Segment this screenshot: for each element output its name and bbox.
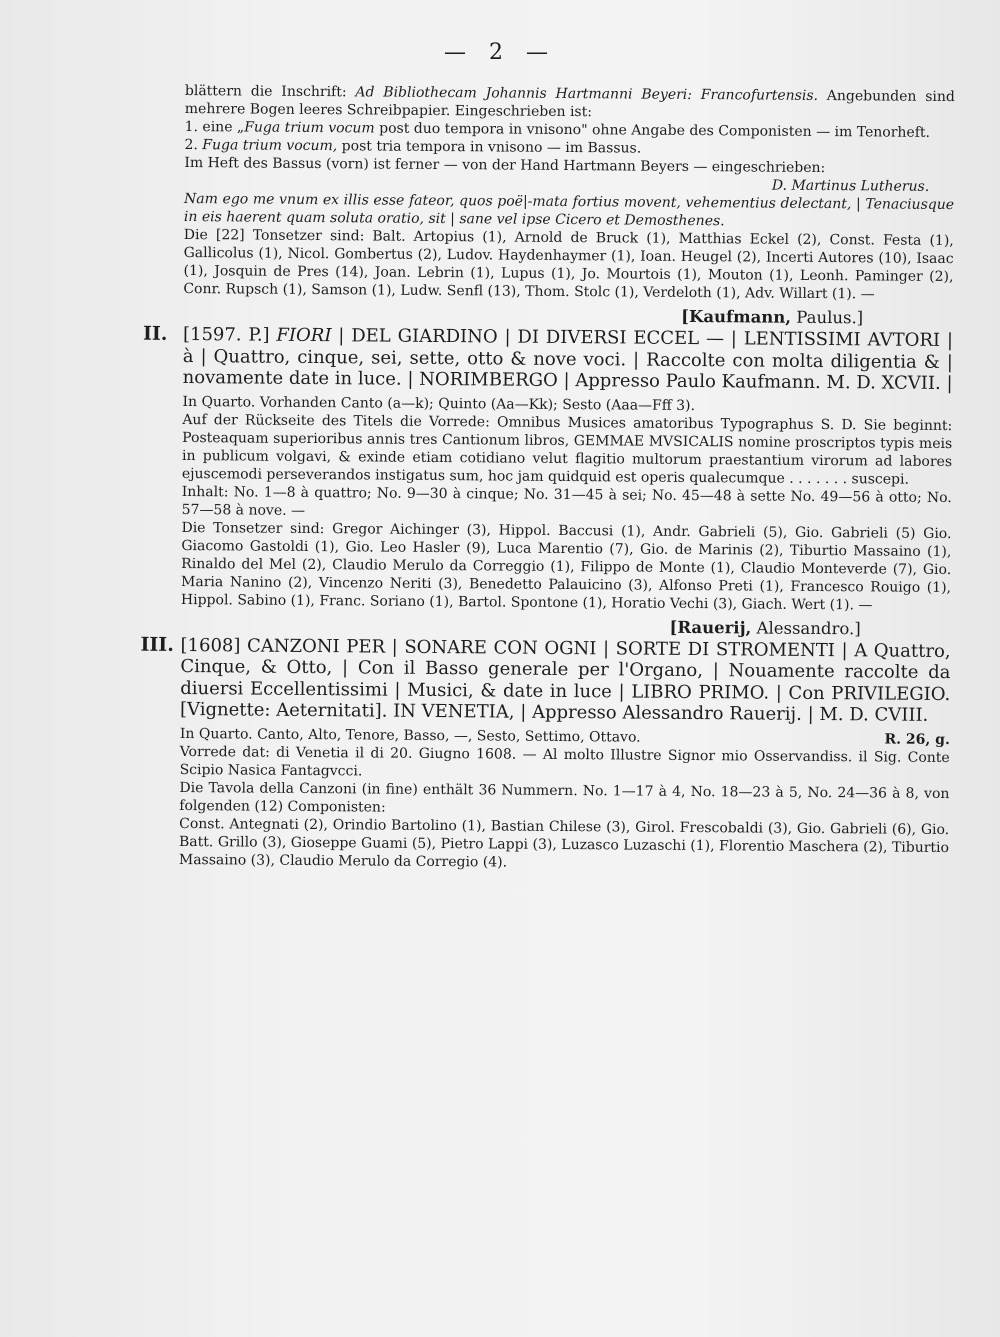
entry-note: Inhalt: No. 1—8 à quattro; No. 9—30 à cinque; No. 31—45 à sei; No. 45—48 à sette No. 49—56 à otto; No. 57—58 à nove. — <box>181 483 952 519</box>
bassus-note: Im Heft des Bassus (vorn) ist ferner — von der Hand Hartmann Beyers — eingeschrieben: <box>184 154 826 177</box>
entry-note: In Quarto. Vorhanden Canto (a—k); Quinto (Aa—Kk); Sesto (Aaa—Fff 3). <box>182 393 696 414</box>
printer-heading: [Rauerij, Alessandro.] <box>669 617 861 638</box>
entry-note: Die Tonsetzer sind: Gregor Aichinger (3), Hippol. Baccusi (1), Andr. Gabrieli (5), Gio. Gabrieli (5) Gio. Giacomo Gastoldi (1), Gio. Leo Hasler (9), Luca Marentio (7), Gio. de Marinis (2), Tiburtio Massaino (1), Rinaldo del Mel (2), Claudio Merulo da Correggio (1), Filippo de Monte (1), Claudio Monteverde (7), Gio. Maria Nanino (2), Vincenzo Neriti (3), Benedetto Palauicino (3), Alfonso Preti (1), Francesco Rouigo (1), Hippol. Sabino (1), Franc. Soriano (1), Bartol. Spontone (1), Horatio Vechi (3), Giach. Wert (1). — <box>180 519 952 613</box>
intro-item-1: 1. eine „Fuga trium vocum post duo tempora in vnisono" ohne Angabe des Componisten — im Tenorheft. <box>184 118 931 141</box>
entry-number: III. <box>140 633 174 656</box>
entry-note: Auf der Rückseite des Titels die Vorrede: Omnibus Musices amatoribus Typographus S. D. Sie beginnt: Posteaquam superioribus annis tres Cantionum libros, GEMMAE MVSICALIS nomine proscriptos typis meis in publicum volgavi, & exinde etiam cotidiano velut flagitio multorum praestantium virorum ad labores ejuscemodi perseverandos instigatus sum, hoc jam quidquid est operis qualecumque . . . . . . . suscepi. <box>181 411 953 488</box>
intro-inscription: blättern die Inschrift: Ad Bibliothecam Johannis Hartmanni Beyeri: Francofurtensis. Angebunden sind mehrere Bogen leeres Schreibpapier. Eingeschrieben ist: <box>184 82 955 121</box>
entry-number: II. <box>142 322 168 345</box>
entry-note: Vorrede dat: di Venetia il di 20. Giugno 1608. — Al molto Illustre Signor mio Osservandiss. il Sig. Conte Scipio Nasica Fantagvcci. <box>179 743 950 779</box>
printer-heading: [Kaufmann, Paulus.] <box>681 306 864 328</box>
luther-quote: Nam ego me vnum ex illis esse fateor, quos poë|-mata fortius movent, vehementius delectant, | Tenaciusque in eis haerent quam soluta oratio, sit | sane vel ipse Cicero et Demosthenes. <box>183 190 955 230</box>
entry-note: Die Tavola della Canzoni (in fine) enthält 36 Nummern. No. 1—17 à 4, No. 18—23 à 5, No. 24—36 à 8, von folgenden (12) Componisten: <box>179 779 950 816</box>
composer-list: Die [22] Tonsetzer sind: Balt. Artopius (1), Arnold de Bruck (1), Matthias Eckel (2), Const. Festa (1), Gallicolus (1), Nicol. Gombertus (2), Ludov. Haydenhaymer (1), Ioan. Heugel (2), Incerti Autores (10), Isaac (1), Josquin de Pres (14), Joan. Lebrin (1), Lupus (1), Jo. Mourtois (1), Mouton (1), Leonh. Paminger (2), Conr. Rupsch (1), Samson (1), Ludw. Senfl (13), Thom. Stolc (1), Verdeloth (1), Adv. Willart (1). — <box>183 226 954 303</box>
luther-line: D. Martinus Lutherus. <box>771 177 930 195</box>
entry-title: III. [1608] CANZONI PER | SONARE CON OGNI | SORTE DI STROMENTI | A Quattro, Cinque, & Otto, | Con il Basso generale per l'Organo, | Nouamente raccolte da diuersi Eccellentissimi | Musici, & date in luce | LIBRO PRIMO. | Con PRIVILEGIO. [Vignette: Aeternitati]. IN VENETIA, | Appresso Alessandro Rauerij. | M. D. CVIII. <box>140 633 951 726</box>
entry-note: In Quarto. Canto, Alto, Tenore, Basso, —, Sesto, Settimo, Ottavo. R. 26, g. <box>179 725 950 748</box>
shelfmark: R. 26, g. <box>884 731 950 748</box>
intro-item-2: 2. Fuga trium vocum, post tria tempora in vnisono — im Bassus. <box>184 136 642 157</box>
entry-title: II. [1597. P.] FIORI | DEL GIARDINO | DI DIVERSI ECCEL — | LENTISSIMI AVTORI | à | Quattro, cinque, sei, sette, otto & nove voci. | Raccolte con molta diligentia & | novamente date in luce. | NORIMBERGO | Appresso Paulo Kaufmann. M. D. XCVII. | <box>142 322 954 395</box>
entry-note: Const. Antegnati (2), Orindio Bartolino (1), Bastian Chilese (3), Girol. Frescobaldi (3), Gio. Gabrieli (6), Gio. Batt. Grillo (3), Gioseppe Guami (5), Pietro Lappi (3), Luzasco Luzaschi (1), Florentio Maschera (2), Tiburtio Massaino (3), Claudio Merulo da Corregio (4). <box>178 815 950 871</box>
page-number: — 2 — <box>444 40 556 65</box>
body-text <box>140 82 955 875</box>
